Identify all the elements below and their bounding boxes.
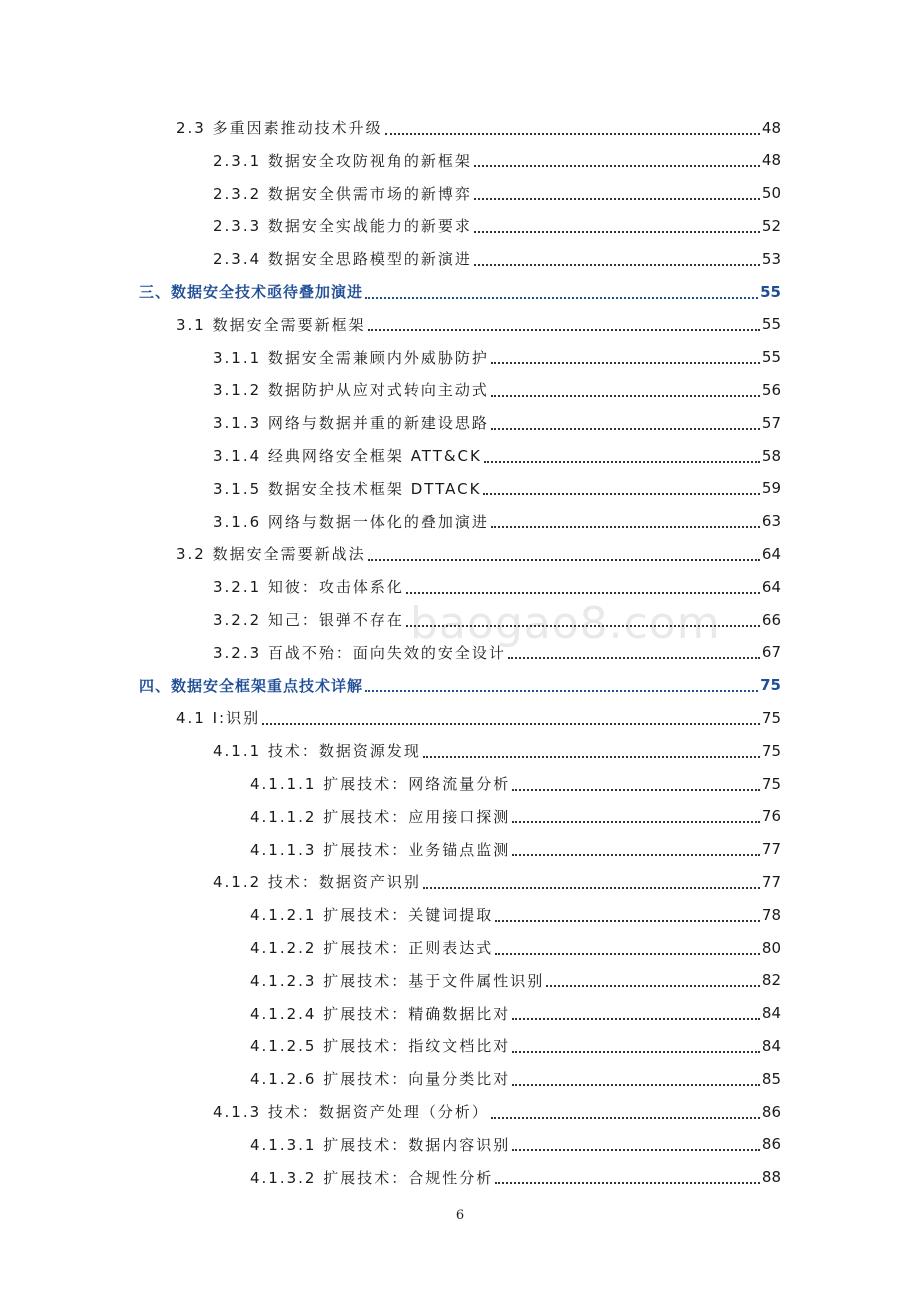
toc-entry-page: 48 xyxy=(761,118,781,137)
toc-entry[interactable] xyxy=(139,275,781,308)
dot-leader xyxy=(368,559,760,561)
toc-entry[interactable] xyxy=(176,701,781,734)
toc-entry-page: 75 xyxy=(761,708,781,727)
toc-entry-page: 67 xyxy=(761,643,781,662)
toc-entry-page: 75 xyxy=(761,741,781,760)
toc-entry-page: 50 xyxy=(761,184,781,203)
dot-leader xyxy=(474,264,760,266)
toc-entry-page: 48 xyxy=(761,151,781,170)
toc-entry-page: 77 xyxy=(761,840,781,859)
toc-entry-page: 76 xyxy=(761,807,781,826)
toc-entry-title: 4.1 I:识别 xyxy=(176,709,261,728)
dot-leader xyxy=(491,1117,760,1119)
toc-entry[interactable] xyxy=(176,308,781,341)
toc-entry[interactable] xyxy=(213,636,781,669)
dot-leader xyxy=(512,821,760,823)
toc-entry[interactable] xyxy=(250,1029,781,1062)
toc-entry-title: 3.1 数据安全需要新框架 xyxy=(176,315,366,334)
toc-entry-title: 3.1.5 数据安全技术框架 DTTACK xyxy=(213,479,482,498)
toc-entry-title: 4.1.2.2 扩展技术：正则表达式 xyxy=(250,939,494,957)
toc-entry[interactable] xyxy=(250,767,781,800)
dot-leader xyxy=(423,887,760,889)
toc-entry-title: 4.1.2.5 扩展技术：指纹文档比对 xyxy=(250,1037,511,1056)
toc-entry-title: 4.1.2.6 扩展技术：向量分类比对 xyxy=(250,1070,511,1089)
toc-entry-title: 4.1.3.2 扩展技术：合规性分析 xyxy=(250,1168,494,1187)
toc-entry[interactable] xyxy=(213,341,781,374)
toc-entry-title: 3.2.3 百战不殆：面向失效的安全设计 xyxy=(213,643,506,662)
dot-leader xyxy=(495,920,760,922)
toc-entry[interactable] xyxy=(213,505,781,538)
toc-entry-page: 55 xyxy=(760,282,781,301)
toc-entry-page: 63 xyxy=(761,512,781,531)
toc-entry[interactable] xyxy=(250,1062,781,1095)
toc-entry[interactable] xyxy=(250,898,781,931)
toc-entry-page: 55 xyxy=(761,315,781,334)
dot-leader xyxy=(474,198,760,200)
dot-leader xyxy=(512,1051,760,1053)
toc-entry-page: 86 xyxy=(761,1102,781,1121)
toc-entry-title: 3.2.1 知彼：攻击体系化 xyxy=(213,578,404,597)
toc-entry[interactable] xyxy=(250,997,781,1030)
toc-entry-title: 4.1.2.3 扩展技术：基于文件属性识别 xyxy=(250,971,545,990)
dot-leader xyxy=(385,133,760,135)
dot-leader xyxy=(474,165,760,167)
toc-entry-page: 66 xyxy=(761,610,781,629)
toc-entry[interactable] xyxy=(176,537,781,570)
dot-leader xyxy=(484,461,760,463)
toc-entry[interactable] xyxy=(213,865,781,898)
toc-entry-title: 2.3.1 数据安全攻防视角的新框架 xyxy=(213,151,472,170)
toc-entry[interactable] xyxy=(213,1095,781,1128)
toc-entry[interactable] xyxy=(213,242,781,275)
toc-entry-title: 2.3.4 数据安全思路模型的新演进 xyxy=(213,250,472,269)
toc-entry-page: 52 xyxy=(761,216,781,235)
dot-leader xyxy=(512,789,760,791)
toc-entry-page: 82 xyxy=(761,971,781,990)
dot-leader xyxy=(406,625,760,627)
dot-leader xyxy=(546,985,760,987)
toc-entry[interactable] xyxy=(213,603,781,636)
toc-entry[interactable] xyxy=(213,734,781,767)
toc-entry-page: 88 xyxy=(761,1168,781,1187)
toc-entry-page: 78 xyxy=(761,905,781,924)
toc-entry-page: 84 xyxy=(761,1036,781,1055)
dot-leader xyxy=(491,395,760,397)
dot-leader xyxy=(474,231,760,233)
toc-entry[interactable] xyxy=(213,177,781,210)
dot-leader xyxy=(368,329,760,331)
toc-entry-title: 2.3.2 数据安全供需市场的新博弈 xyxy=(213,184,472,203)
toc-entry-title: 3.1.4 经典网络安全框架 ATT&CK xyxy=(213,447,482,465)
toc-entry[interactable] xyxy=(250,964,781,997)
toc-entry-title: 4.1.2.4 扩展技术：精确数据比对 xyxy=(250,1004,511,1023)
dot-leader xyxy=(512,1084,760,1086)
toc-entry[interactable] xyxy=(176,111,781,144)
dot-leader xyxy=(483,493,759,495)
toc-entry-page: 86 xyxy=(761,1135,781,1154)
page-number: 6 xyxy=(455,1208,465,1223)
toc-entry-title: 4.1.3.1 扩展技术：数据内容识别 xyxy=(250,1135,511,1154)
toc-entry-page: 75 xyxy=(760,676,781,695)
toc-entry-title: 3.2 数据安全需要新战法 xyxy=(176,545,366,564)
toc-entry-page: 53 xyxy=(761,249,781,268)
toc-entry[interactable] xyxy=(213,373,781,406)
toc-entry-title: 3.1.1 数据安全需兼顾内外威胁防护 xyxy=(213,348,489,367)
toc-entry[interactable] xyxy=(213,472,781,505)
toc-entry-page: 57 xyxy=(761,413,781,432)
toc-entry[interactable] xyxy=(213,439,781,472)
dot-leader xyxy=(512,854,760,856)
dot-leader xyxy=(491,526,760,528)
toc-entry-page: 75 xyxy=(761,774,781,793)
toc-entry[interactable] xyxy=(213,406,781,439)
toc-entry-title: 3.1.2 数据防护从应对式转向主动式 xyxy=(213,381,489,400)
toc-entry-title: 4.1.3 技术：数据资产处理（分析） xyxy=(213,1103,489,1121)
toc-entry-title: 2.3 多重因素推动技术升级 xyxy=(176,119,383,137)
toc-entry-title: 2.3.3 数据安全实战能力的新要求 xyxy=(213,217,472,236)
dot-leader xyxy=(495,953,760,955)
toc-entry[interactable] xyxy=(250,800,781,833)
toc-entry-page: 80 xyxy=(761,938,781,957)
toc-entry-page: 56 xyxy=(761,380,781,399)
dot-leader xyxy=(512,1018,760,1020)
dot-leader xyxy=(508,657,760,659)
toc-entry-title: 3.1.3 网络与数据并重的新建设思路 xyxy=(213,414,489,433)
toc-entry[interactable] xyxy=(139,669,781,702)
dot-leader xyxy=(495,1182,760,1184)
toc-entry[interactable] xyxy=(250,931,781,964)
toc-entry-title: 4.1.1.3 扩展技术：业务锚点监测 xyxy=(250,840,511,859)
toc-entry[interactable] xyxy=(250,1161,781,1194)
toc-entry-title: 4.1.1 技术：数据资源发现 xyxy=(213,742,421,761)
dot-leader xyxy=(365,297,758,299)
toc-entry-title: 4.1.2.1 扩展技术：关键词提取 xyxy=(250,906,494,925)
toc-entry[interactable] xyxy=(213,144,781,177)
toc-entry[interactable] xyxy=(250,1128,781,1161)
toc-entry-page: 64 xyxy=(761,577,781,596)
toc-entry-page: 58 xyxy=(761,446,781,465)
toc-entry[interactable] xyxy=(213,209,781,242)
toc-entry-page: 84 xyxy=(761,1004,781,1023)
toc-entry[interactable] xyxy=(213,570,781,603)
toc-entry-title: 四、数据安全框架重点技术详解 xyxy=(139,676,364,695)
toc-entry[interactable] xyxy=(250,833,781,866)
toc-entry-page: 55 xyxy=(761,348,781,367)
dot-leader xyxy=(406,592,760,594)
toc-entry-page: 59 xyxy=(761,479,781,498)
dot-leader xyxy=(491,428,760,430)
dot-leader xyxy=(365,690,758,692)
dot-leader xyxy=(423,756,760,758)
toc-entry-title: 4.1.1.1 扩展技术：网络流量分析 xyxy=(250,775,511,793)
toc-entry-title: 三、数据安全技术亟待叠加演进 xyxy=(139,283,364,301)
toc-entry-title: 4.1.1.2 扩展技术：应用接口探测 xyxy=(250,807,511,826)
toc-entry-page: 77 xyxy=(761,872,781,891)
dot-leader xyxy=(262,723,760,725)
dot-leader xyxy=(512,1149,760,1151)
watermark: baogao8.com xyxy=(410,598,721,649)
dot-leader xyxy=(491,362,760,364)
toc-entry-page: 85 xyxy=(761,1069,781,1088)
toc-entry-title: 3.2.2 知己：银弹不存在 xyxy=(213,611,404,629)
toc-entry-title: 3.1.6 网络与数据一体化的叠加演进 xyxy=(213,512,489,531)
toc-entry-page: 64 xyxy=(761,544,781,563)
toc-entry-title: 4.1.2 技术：数据资产识别 xyxy=(213,873,421,892)
